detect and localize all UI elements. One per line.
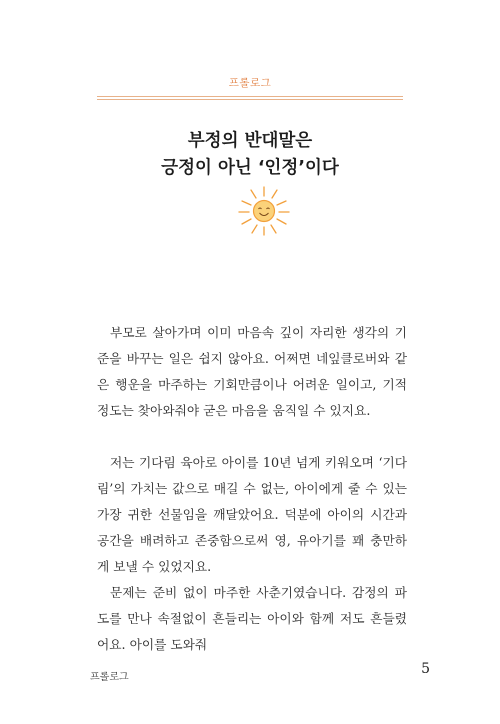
running-footer: 프롤로그 [90,672,129,683]
title-line-2: 긍정이 아닌 ‘인정’이다 [161,158,339,178]
paragraph-3: 문제는 준비 없이 마주한 사춘기였습니다. 감정의 파도를 만나 속절없이 흔들리는 아이와 함께 저도 흔들렸어요. 아이를 도와줘 [97,585,407,652]
header-rule-bottom [97,99,403,100]
sun-face [254,201,275,222]
running-header: 프롤로그 [228,77,272,89]
title-line-1: 부정의 반대말은 [187,131,313,151]
header-rule-top [97,96,403,97]
body-text [97,320,407,658]
chapter-title [0,128,500,182]
smiling-sun-icon [236,184,292,236]
paragraph-2: 저는 기다림 육아로 아이를 10년 넘게 키워오며 ‘기다림’의 가치는 값으로 매길 수 없는, 아이에게 줄 수 있는 가장 귀한 선물임을 깨달았어요. 덕분에 아이의 시간과 공간을 배려하고 존중함으로써 영, 유아기를 꽤 충만하게 보낼 수 있었지요. [97,455,407,574]
paragraph-1: 부모로 살아가며 이미 마음속 깊이 자리한 생각의 기준을 바꾸는 일은 쉽지 않아요. 어쩌면 네잎클로버와 같은 행운을 마주하는 기회만큼이나 어려운 일이고, 기적 정도는 찾아와줘야 굳은 마음을 움직일 수 있지요. [97,325,407,418]
page-number: 5 [421,661,430,677]
